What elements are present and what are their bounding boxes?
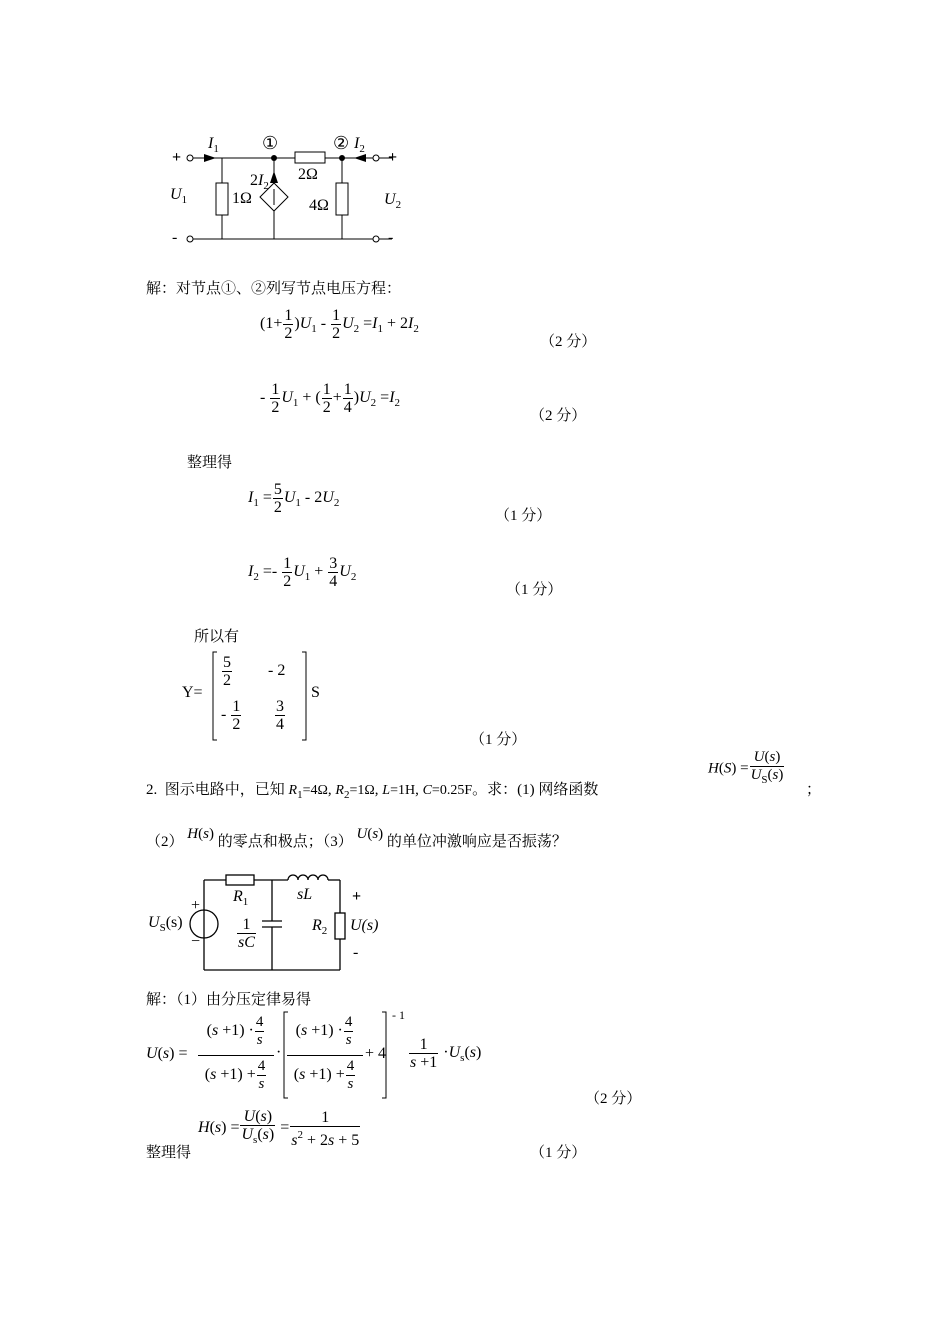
solution1-intro: 解：对节点①、②列写节点电压方程： — [146, 281, 402, 297]
equation-Us-numerator: (s +1) · $\frac{4}{s}$ — [206, 1014, 264, 1048]
terminal-plus-left: + — [172, 149, 182, 166]
solution2-intro: 解：（1）由分压定律易得 — [146, 992, 312, 1008]
score-eq3: （1 分） — [495, 508, 552, 524]
score-eq2: （2 分） — [530, 408, 587, 424]
equation-Us-denominator: (s +1) + $\frac{4}{s}$ — [204, 1058, 266, 1092]
problem2-transfer-function: H(S) = $\frac{U(s)}{U_S(s)}$ — [708, 749, 784, 786]
score-eq1: （2 分） — [540, 334, 597, 350]
problem2-semicolon: ； — [806, 782, 822, 798]
capacitor-label: $\frac{1}{sC}$ — [238, 916, 255, 951]
matrix-a21: - $\frac{1}{2}$ — [221, 698, 241, 733]
matrix-lhs: Y= — [182, 684, 203, 701]
voltage-U1-label: $U_1$ — [170, 186, 188, 206]
matrix-a22: $\frac{3}{4}$ — [276, 698, 284, 733]
matrix-unit: S — [311, 684, 320, 701]
node-2-label: ② — [333, 133, 350, 153]
circuit-diagram-1 — [160, 125, 420, 255]
resistor-1ohm-label: 1Ω — [232, 190, 252, 207]
source-plus: + — [191, 897, 201, 914]
resistor-R1-label: $R_1$ — [233, 888, 249, 908]
terminal-plus-right: + — [388, 149, 398, 166]
output-plus: + — [352, 888, 362, 905]
score-matrix: （1 分） — [470, 732, 527, 748]
equation-Us-inner-numerator: (s +1) · $\frac{4}{s}$ — [295, 1014, 353, 1048]
equation-Us-inner-denominator: (s +1) + $\frac{4}{s}$ — [293, 1058, 355, 1092]
therefore-label: 所以有 — [194, 629, 240, 645]
output-voltage-label: U(s) — [350, 917, 379, 934]
problem2-line2: （2） H(s) 的零点和极点；（3） U(s) 的单位冲激响应是否振荡？ — [146, 826, 567, 850]
score-eq5: （2 分） — [585, 1091, 642, 1107]
equation-Us-fraction-bar — [198, 1055, 274, 1056]
equation-Us-last-fraction: $\frac{1}{s +1}$ $\cdot U_s(s)$ — [410, 1036, 482, 1071]
problem2-line1: 2. 图示电路中，已知 $R_1=4\Omega$, $R_2=1\Omega$, L=1H, C=0.25F。求：(1) 网络函数 — [146, 782, 599, 801]
matrix-a11: $\frac{5}{2}$ — [223, 654, 231, 689]
resistor-R2-label: $R_2$ — [312, 917, 328, 937]
voltage-U2-label: $U_2$ — [384, 191, 402, 211]
source-minus: − — [191, 933, 201, 950]
current-I2-label: $I_2$ — [354, 135, 365, 155]
arrange-label-2: 整理得 — [146, 1145, 192, 1161]
current-I1-label: $I_1$ — [208, 135, 219, 155]
inductor-sL-label: sL — [297, 886, 313, 903]
equation-Hs: H(s) = $\frac{U(s)}{U_s(s)}$ = $\frac{1}{s^2 + 2s + 5}$ — [198, 1108, 360, 1149]
equation-Us-plus4: + 4 — [365, 1045, 387, 1062]
terminal-minus-right: - — [388, 229, 394, 246]
equation-Us-dot: · — [276, 1044, 282, 1061]
score-eq4: （1 分） — [506, 582, 563, 598]
equation-I2: $I_2$ =- $\frac{1}{2}$ $U_1$ + $\frac{3}{4}$ $U_2$ — [248, 555, 357, 590]
terminal-minus-left: - — [172, 229, 178, 246]
equation-Us-exponent: - 1 — [392, 1008, 405, 1022]
equation-node1: (1+ $\frac{1}{2}$ )$U_1$ - $\frac{1}{2}$ $U_2 =I_1 + 2I_2$ — [260, 307, 419, 342]
equation-Us-lhs: U(s) = — [146, 1045, 188, 1062]
output-minus: - — [353, 944, 359, 961]
score-eq6: （1 分） — [530, 1145, 587, 1161]
matrix-a12: - 2 — [268, 662, 286, 679]
equation-node2: - $\frac{1}{2}$ $U_1$ + ( $\frac{1}{2}$ + $\frac{1}{4}$ )$U_2 =I_2$ — [260, 381, 401, 416]
equation-I1: $I_1$ = $\frac{5}{2}$ $U_1 - 2U_2$ — [248, 481, 340, 516]
equation-Us-inner-bar — [287, 1055, 363, 1056]
arrange-label-1: 整理得 — [187, 455, 233, 471]
resistor-2ohm-label: 2Ω — [298, 166, 318, 183]
node-1-label: ① — [262, 133, 279, 153]
dependent-source-label: $2I_2$ — [250, 172, 269, 192]
resistor-4ohm-label: 4Ω — [309, 197, 329, 214]
source-voltage-label: $U_S(s)$ — [148, 914, 183, 934]
